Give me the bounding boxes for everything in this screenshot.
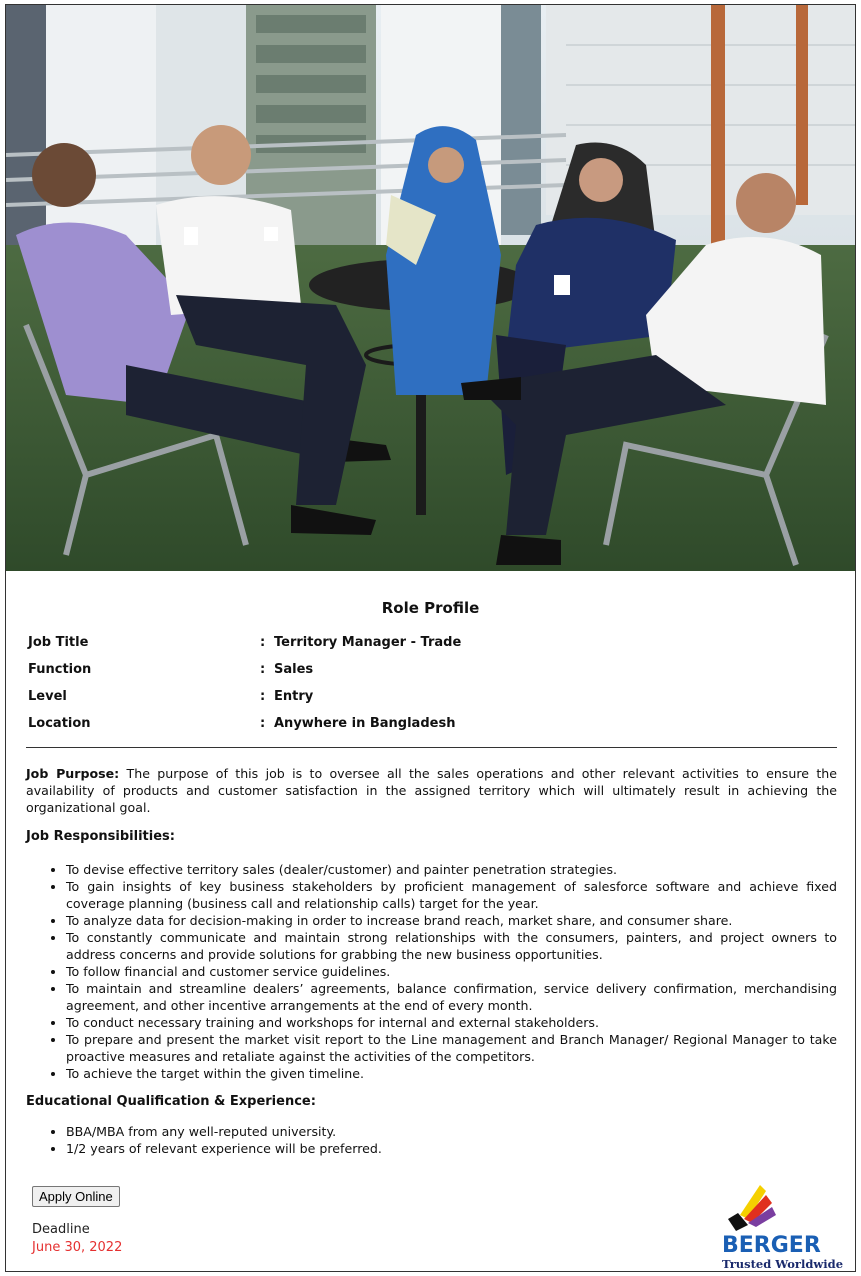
job-purpose	[26, 765, 837, 816]
education-list	[26, 1123, 837, 1157]
profile-colon: :	[260, 635, 266, 650]
list-item: • To devise effective territory sales (dealer/customer) and painter penetration strategies.	[66, 861, 837, 878]
logo-wordmark: BERGER	[722, 1233, 821, 1258]
responsibilities-list	[26, 861, 837, 1082]
list-item: • To prepare and present the market visit report to the Line management and Branch Manager/ Regional Manager to take proactive measures and retaliate against the activities of the competitors.	[66, 1031, 837, 1065]
list-item: • 1/2 years of relevant experience will be preferred.	[66, 1140, 837, 1157]
logo-tagline: Trusted Worldwide	[722, 1257, 844, 1271]
profile-value: Anywhere in Bangladesh	[274, 716, 456, 731]
deadline-date: June 30, 2022	[32, 1240, 123, 1255]
list-item: • To achieve the target within the given timeline.	[66, 1065, 837, 1082]
list-item: • To follow financial and customer service guidelines.	[66, 963, 837, 980]
job-purpose-text: The purpose of this job is to oversee all the sales operations and other relevant activities to ensure the availability of products and customer satisfaction in the assigned territory which will ultimately result in achieving the organizational goal.	[26, 766, 837, 815]
list-item: • To conduct necessary training and workshops for internal and external stakeholders.	[66, 1014, 837, 1031]
deadline-label: Deadline	[32, 1222, 90, 1237]
hero-photo	[6, 5, 855, 571]
paint-brush-icon	[722, 1181, 782, 1233]
profile-row-level	[28, 689, 461, 716]
profile-row-location	[28, 716, 461, 743]
profile-label: Job Title	[28, 635, 89, 650]
apply-online-button[interactable]: Apply Online	[32, 1186, 120, 1207]
profile-label: Location	[28, 716, 91, 731]
profile-colon: :	[260, 689, 266, 704]
profile-label: Function	[28, 662, 92, 677]
section-divider	[26, 747, 837, 748]
list-item: • To analyze data for decision-making in order to increase brand reach, market share, and consumer share.	[66, 912, 837, 929]
profile-label: Level	[28, 689, 67, 704]
list-item: • To gain insights of key business stakeholders by proficient management of salesforce software and achieve fixed coverage planning (business call and relationship calls) target for the year.	[66, 878, 837, 912]
profile-row-function	[28, 662, 461, 689]
role-profile-table	[28, 635, 461, 743]
list-item: • BBA/MBA from any well-reputed university.	[66, 1123, 837, 1140]
team-photo-illustration	[6, 5, 855, 571]
list-item: • To constantly communicate and maintain strong relationships with the consumers, painters, and project owners to address concerns and provide solutions for grabbing the new business opportunities.	[66, 929, 837, 963]
responsibilities-heading: Job Responsibilities:	[26, 829, 175, 844]
education-heading: Educational Qualification & Experience:	[26, 1094, 316, 1109]
page-title: Role Profile	[381, 599, 480, 617]
profile-value: Entry	[274, 689, 314, 704]
profile-row-job-title	[28, 635, 461, 662]
profile-value: Territory Manager - Trade	[274, 635, 462, 650]
profile-value: Sales	[274, 662, 314, 677]
berger-logo	[718, 1181, 844, 1271]
profile-colon: :	[260, 716, 266, 731]
job-purpose-label: Job Purpose:	[26, 766, 120, 781]
list-item: • To maintain and streamline dealers’ agreements, balance confirmation, service delivery confirmation, merchandising agreement, and other incentive arrangements at the end of every month.	[66, 980, 837, 1014]
job-post-frame	[5, 4, 856, 1272]
profile-colon: :	[260, 662, 266, 677]
